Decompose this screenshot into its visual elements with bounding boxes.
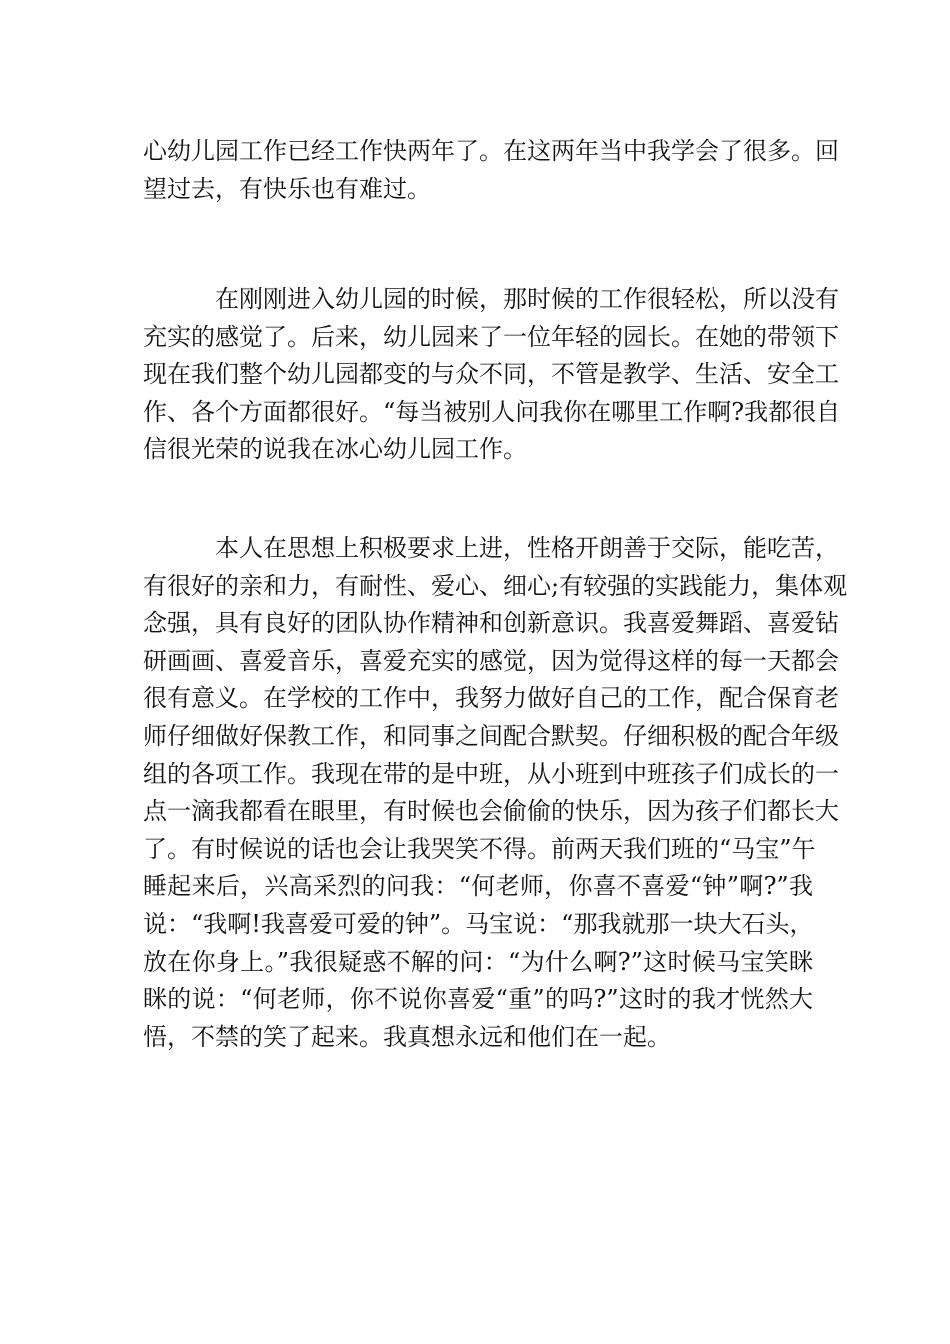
- paragraph-line: 念强，具有良好的团队协作精神和创新意识。我喜爱舞蹈、喜爱钻: [143, 609, 839, 638]
- paragraph-2: [143, 281, 841, 469]
- paragraph-line: 组的各项工作。我现在带的是中班，从小班到中班孩子们成长的一: [143, 759, 839, 788]
- paragraph-line: 作、各个方面都很好。“每当被别人问我你在哪里工作啊?我都很自: [143, 397, 841, 426]
- paragraph-line: 睡起来后，兴高采烈的问我：“何老师，你喜不喜爱“钟”啊?”我: [143, 872, 813, 901]
- paragraph-line: 了。有时候说的话也会让我哭笑不得。前两天我们班的“马宝”午: [143, 834, 816, 863]
- paragraph-line: 点一滴我都看在眼里，有时候也会偷偷的快乐，因为孩子们都长大: [143, 797, 839, 826]
- paragraph-line: 眯的说：“何老师，你不说你喜爱“重”的吗?”这时的我才恍然大: [143, 985, 813, 1014]
- paragraph-line: 充实的感觉了。后来，幼儿园来了一位年轻的园长。在她的带领下: [143, 322, 839, 351]
- paragraph-line: 望过去，有快乐也有难过。: [143, 174, 431, 203]
- paragraph-line: 在刚刚进入幼儿园的时候，那时候的工作很轻松，所以没有: [215, 285, 839, 313]
- paragraph-line: 师仔细做好保教工作，和同事之间配合默契。仔细积极的配合年级: [143, 721, 839, 750]
- paragraph-line: 信很光荣的说我在冰心幼儿园工作。: [143, 435, 527, 464]
- paragraph-1: [143, 133, 839, 208]
- paragraph-3: [143, 530, 848, 1056]
- paragraph-line: 现在我们整个幼儿园都变的与众不同，不管是教学、生活、安全工: [143, 360, 839, 389]
- paragraph-line: 悟，不禁的笑了起来。我真想永远和他们在一起。: [143, 1022, 671, 1051]
- paragraph-line: 放在你身上。”我很疑惑不解的问：“为什么啊?”这时候马宝笑眯: [143, 947, 813, 976]
- paragraph-line: 心幼儿园工作已经工作快两年了。在这两年当中我学会了很多。回: [143, 137, 839, 165]
- paragraph-line: 研画画、喜爱音乐，喜爱充实的感觉，因为觉得这样的每一天都会: [143, 646, 839, 675]
- paragraph-line: 本人在思想上积极要求上进，性格开朗善于交际，能吃苦，: [215, 534, 839, 562]
- paragraph-line: 说：“我啊!我喜爱可爱的钟”。马宝说：“那我就那一块大石头，: [143, 909, 814, 938]
- paragraph-line: 有很好的亲和力，有耐性、爱心、细心;有较强的实践能力，集体观: [143, 571, 848, 600]
- paragraph-line: 很有意义。在学校的工作中，我努力做好自己的工作，配合保育老: [143, 684, 839, 713]
